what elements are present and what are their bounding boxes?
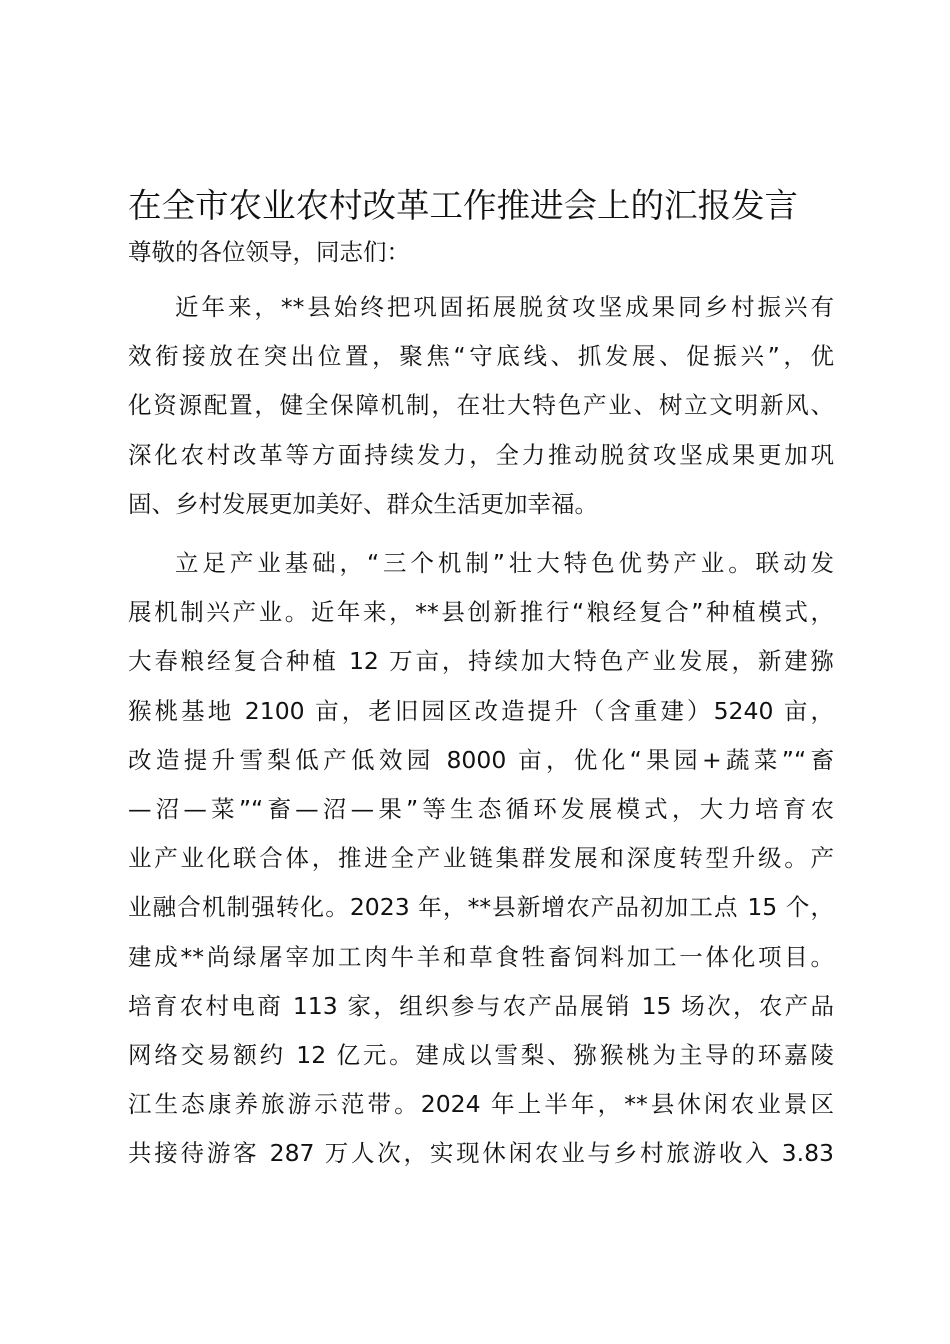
text-line: 化资源配置，健全保障机制，在壮大特色产业、树立文明新风、	[128, 391, 834, 420]
text-line: 近年来，**县始终把巩固拓展脱贫攻坚成果同乡村振兴有	[175, 293, 834, 321]
text-line: 网络交易额约 12 亿元。建成以雪梨、猕猴桃为主导的环嘉陵	[128, 1041, 834, 1070]
paragraph-2	[128, 539, 834, 1179]
text-line: 固、乡村发展更加美好、群众生活更加幸福。	[128, 489, 598, 518]
document-page	[128, 180, 834, 1179]
text-line: —沼—菜”“畜—沼—果”等生态循环发展模式，大力培育农	[128, 795, 834, 824]
text-line: 深化农村改革等方面持续发力，全力推动脱贫攻坚成果更加巩	[128, 440, 834, 469]
paragraph-1	[128, 283, 834, 529]
text-line: 立足产业基础，“三个机制”壮大特色优势产业。联动发	[175, 549, 834, 578]
text-line: 业融合机制强转化。2023 年，**县新增农产品初加工点 15 个，	[128, 893, 834, 922]
text-line: 建成**尚绿屠宰加工肉牛羊和草食牲畜饲料加工一体化项目。	[128, 942, 834, 971]
text-line: 展机制兴产业。近年来，**县创新推行“粮经复合”种植模式，	[128, 598, 834, 627]
text-line: 共接待游客 287 万人次，实现休闲农业与乡村旅游收入 3.83	[128, 1139, 834, 1168]
text-line: 江生态康养旅游示范带。2024 年上半年，**县休闲农业景区	[128, 1090, 834, 1119]
text-line: 大春粮经复合种植 12 万亩，持续加大特色产业发展，新建猕	[128, 647, 834, 676]
text-line: 效衔接放在突出位置，聚焦“守底线、抓发展、促振兴”，优	[128, 342, 834, 371]
salutation: 尊敬的各位领导，同志们：	[128, 238, 410, 266]
text-line: 猴桃基地 2100 亩，老旧园区改造提升（含重建）5240 亩，	[128, 696, 834, 725]
text-line: 改造提升雪梨低产低效园 8000 亩，优化“果园+蔬菜”“畜	[128, 745, 834, 774]
text-line: 培育农村电商 113 家，组织参与农产品展销 15 场次，农产品	[128, 991, 834, 1020]
document-title: 在全市农业农村改革工作推进会上的汇报发言	[128, 186, 798, 225]
text-line: 业产业化联合体，推进全产业链集群发展和深度转型升级。产	[128, 844, 834, 873]
